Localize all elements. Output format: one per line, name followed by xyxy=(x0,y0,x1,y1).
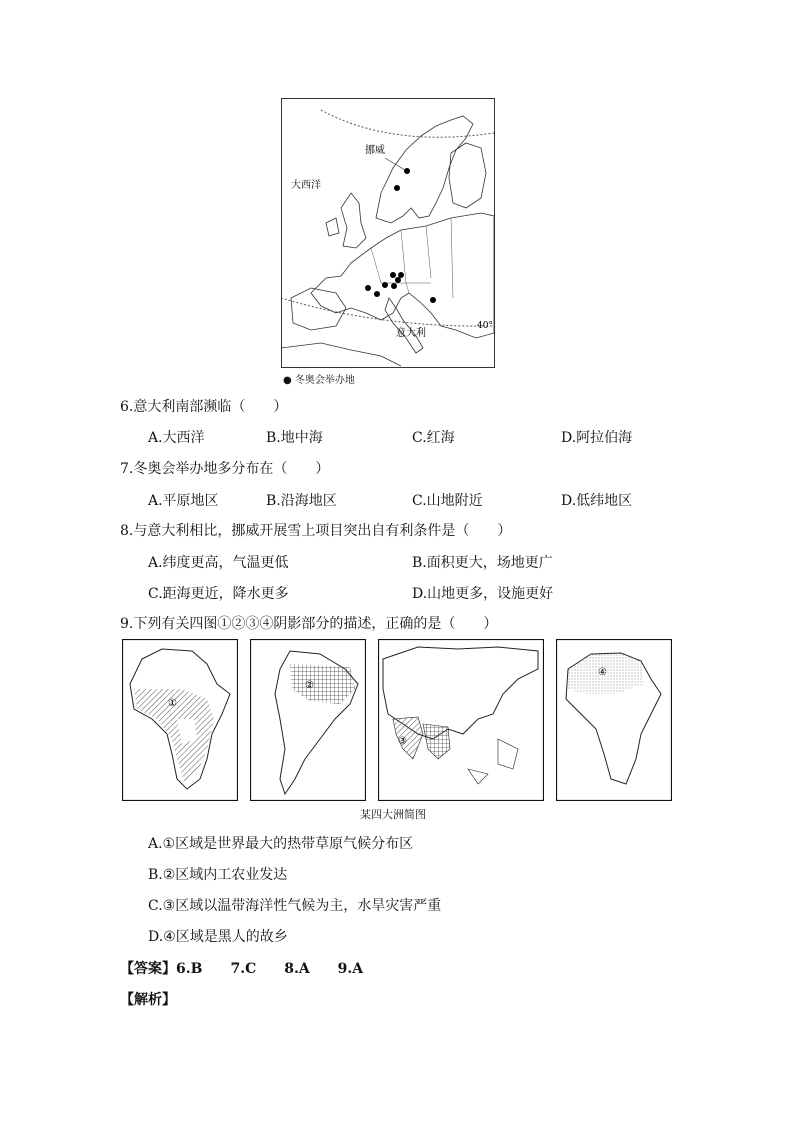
map-africa-4 xyxy=(556,639,672,801)
q6-stem: 6.意大利南部濒临（ ） xyxy=(120,399,288,415)
label-atlantic: 大西洋 xyxy=(291,180,321,191)
q6-option-b[interactable]: B.地中海 xyxy=(266,430,323,446)
q6-option-d[interactable]: D.阿拉伯海 xyxy=(561,430,633,446)
map-asia-3 xyxy=(378,639,544,801)
q8-option-c[interactable]: C.距海更近，降水更多 xyxy=(148,586,289,602)
marker-3: ③ xyxy=(398,736,407,747)
europe-map xyxy=(281,98,495,368)
q9-option-d[interactable]: D.④区域是黑人的故乡 xyxy=(148,929,288,945)
q7-option-c[interactable]: C.山地附近 xyxy=(412,493,483,509)
q6-option-c[interactable]: C.红海 xyxy=(412,430,455,446)
q9-figure-caption: 某四大洲简图 xyxy=(360,808,426,821)
marker-4: ④ xyxy=(598,667,607,678)
answer-line: 【答案】6.B 7.C 8.A 9.A xyxy=(120,961,364,977)
q8-option-a[interactable]: A.纬度更高，气温更低 xyxy=(148,555,289,571)
q8-stem: 8.与意大利相比，挪威开展雪上项目突出自有利条件是（ ） xyxy=(120,523,512,539)
map-legend xyxy=(283,371,355,386)
map-south-america-2 xyxy=(250,639,366,801)
legend-dot-icon: ● xyxy=(283,375,292,386)
label-latitude: 40° xyxy=(477,321,493,331)
q9-option-b[interactable]: B.②区域内工农业发达 xyxy=(148,867,288,883)
legend-text: 冬奥会举办地 xyxy=(294,375,355,386)
q9-option-a[interactable]: A.①区域是世界最大的热带草原气候分布区 xyxy=(148,836,414,852)
marker-2: ② xyxy=(305,680,314,691)
label-italy: 意大利 xyxy=(396,328,426,339)
q7-stem: 7.冬奥会举办地多分布在（ ） xyxy=(120,461,330,477)
q9-option-c[interactable]: C.③区域以温带海洋性气候为主，水旱灾害严重 xyxy=(148,898,442,914)
marker-1: ① xyxy=(168,698,177,709)
q8-option-b[interactable]: B.面积更大，场地更广 xyxy=(412,555,553,571)
q7-option-d[interactable]: D.低纬地区 xyxy=(561,493,633,509)
q7-option-b[interactable]: B.沿海地区 xyxy=(266,493,337,509)
analysis-heading: 【解析】 xyxy=(120,992,176,1008)
map-africa-1 xyxy=(122,639,238,801)
q9-stem: 9.下列有关四图①②③④阴影部分的描述，正确的是（ ） xyxy=(120,616,498,632)
q8-option-d[interactable]: D.山地更多，设施更好 xyxy=(412,586,554,602)
label-norway: 挪威 xyxy=(365,145,385,156)
q6-option-a[interactable]: A.大西洋 xyxy=(148,430,205,446)
q7-option-a[interactable]: A.平原地区 xyxy=(148,493,219,509)
